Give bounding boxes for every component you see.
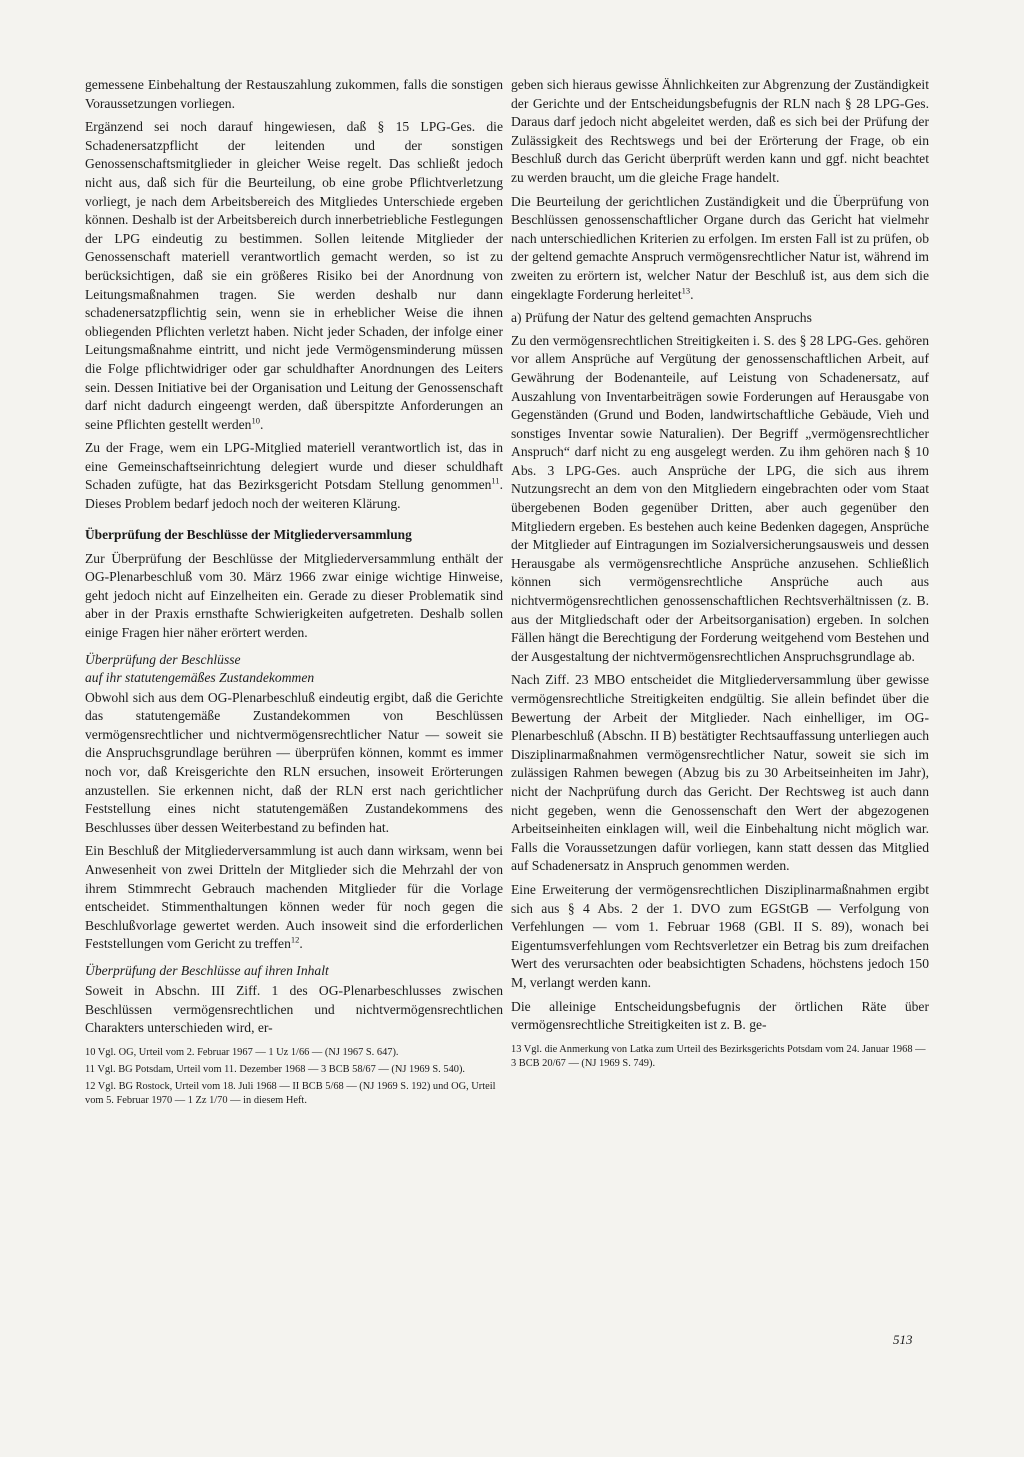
paragraph-heading: a) Prüfung der Natur des geltend gemachten Anspruchs [511, 310, 812, 326]
sub-heading: Überprüfung der Beschlüsse auf ihren Inhalt [85, 962, 329, 978]
paragraph: geben sich hieraus gewisse Ähnlichkeiten zur Abgrenzung der Zuständigkeit der Gerichte und der Entscheidungsbefugnis der RLN nach § 28 LPG-Ges. Daraus darf jedoch nicht abgeleitet werden, daß es sich bei der Prüfung der Zulässigkeit des Rechtswegs und bei der Erörterung der Frage, ob ein Beschluß durch das Gericht überprüft werden kann und ggf. nicht beachtet zu werden braucht, um die gleiche Frage handelt. [511, 77, 929, 185]
paragraph: Zur Überprüfung der Beschlüsse der Mitgliederversammlung enthält der OG-Plenarbeschluß vom 30. März 1966 zwar einige wichtige Hinweise, geht jedoch nicht auf Einzelheiten ein. Gerade zu dieser Problematik sind aber in der Praxis ernsthafte Schwierigkeiten aufgetreten. Deshalb sollen einige Fragen hier näher erörtert werden. [85, 550, 503, 641]
page-number: 513 [893, 1332, 913, 1347]
paragraph: Eine Erweiterung der vermögensrechtlichen Disziplinarmaßnahmen ergibt sich aus § 4 Abs. 2 der 1. DVO zum EGStGB — Verfolgung von Verfehlungen — vom 1. Februar 1968 (GBl. II S. 89), wonach bei Eigentumsverfehlungen vom Rechtsverletzer ein Betrag bis zum dreifachen Wert des verursachten oder beabsichtigten Schadens, höchstens jedoch 150 M, verlangt werden kann. [511, 881, 929, 990]
paragraph: Zu den vermögensrechtlichen Streitigkeiten i. S. des § 28 LPG-Ges. gehören vor allem Ansprüche auf Vergütung der genossenschaftlichen Arbeit, auf Gewährung der Bodenanteile, auf Leistung von Schadenersatz, auf Auszahlung von Inventarbeiträgen sowie Forderungen auf Herausgabe von Gegenständen (Grund und Boden, landwirtschaftliche Gebäude, Vieh und sonstiges Inventar sowie Naturalien). Der Begriff „vermögensrechtlicher Anspruch“ darf nicht zu eng ausgelegt werden. Zu ihm gehören nach § 10 Abs. 3 LPG-Ges. auch Ansprüche der LPG, die sich aus ihrem Nutzungsrecht an dem von den Mitgliedern eingebrachten oder vom Staat übergebenen Boden gegenüber Dritten, aber auch gegenüber den Mitgliedern ergeben. Es bestehen auch keine Bedenken dagegen, Ansprüche der Mitglieder auf Eintragungen im Sozialversicherungsausweis und dessen Herausgabe als vermögensrechtliche Ansprüche anzusehen. Schließlich können sich vermögensrechtliche Ansprüche auch aus nichtvermögensrechtlichen genossenschaftlichen Rechtsverhältnissen (z. B. aus der Mitgliedschaft oder der Arbeitsorganisation) ergeben. In solchen Fällen hängt die Berechtigung der Forderung weitgehend vom Bestehen und der Ausgestaltung der nichtvermögensrechtlichen Anspruchsgrundlage ab. [511, 332, 929, 664]
sub-heading: Überprüfung der Beschlüsse auf ihr statutengemäßes Zustandekommen [85, 651, 315, 685]
left-column [85, 76, 503, 1111]
paragraph: Ein Beschluß der Mitgliederversammlung ist auch dann wirksam, wenn bei Anwesenheit von zwei Dritteln der Mitglieder sich die Mehrzahl der von ihrem Stimmrecht Gebrauch machenden Mitglieder für die Vorlage entscheidet. Stimmenthaltungen können weder für noch gegen die Beschlußvorlage gewertet werden. Auch insoweit sind die erforderlichen Feststellungen vom Gericht zu treffen$^{12}$. [85, 843, 503, 952]
footnote-ref: 10 [251, 415, 260, 426]
paragraph: Nach Ziff. 23 MBO entscheidet die Mitgliederversammlung über gewisse vermögensrechtliche Streitigkeiten endgültig. Sie allein befindet über die Bewertung der Arbeit der Mitglieder. Nach einhelliger, im OG-Plenarbeschluß (Abschn. II B) bestätigter Rechtsauffassung unterliegen auch Disziplinarmaßnahmen vermögensrechtlicher Natur, soweit sie sich im zulässigen Rahmen bewegen (Abzug bis zu 30 Arbeitseinheiten im Jahr), nicht der Nachprüfung durch das Gericht. Der Rechtsweg ist auch dann nicht gegeben, wenn die Genossenschaft den Wert der abgezogenen Arbeitseinheiten einklagen will, weil die Einbehaltung nicht möglich war. Falls die Voraussetzungen dafür vorliegen, kann statt dessen das Mitglied auf Schadenersatz in Anspruch genommen werden. [511, 672, 930, 874]
footnotes [511, 1043, 929, 1071]
paragraph: Zu der Frage, wem ein LPG-Mitglied materiell verantwortlich ist, das in eine Gemeinschaftseinrichtung delegiert wurde und dieser schuldhaft Schaden zufügte, hat das Bezirksgericht Potsdam Stellung genommen$^{11}$. Dieses Problem bedarf jedoch noch der weiteren Klärung. [85, 440, 503, 512]
paragraph: gemessene Einbehaltung der Restauszahlung zukommen, falls die sonstigen Voraussetzungen vorliegen. [85, 77, 503, 111]
footnote-ref: 13 [681, 285, 691, 295]
footnote: 11 Vgl. BG Potsdam, Urteil vom 11. Dezember 1968 — 3 BCB 58/67 — (NJ 1969 S. 540). [85, 1063, 466, 1075]
paragraph: Die alleinige Entscheidungsbefugnis der örtlichen Räte über vermögensrechtliche Streitigkeiten ist z. B. ge- [511, 998, 929, 1033]
footnote-ref: 12 [290, 934, 300, 945]
paragraph: Obwohl sich aus dem OG-Plenarbeschluß eindeutig ergibt, daß die Gerichte das statutengemäße Zustandekommen von Beschlüssen vermögensrechtlicher und nichtvermögensrechtlicher Natur — soweit sie die Anspruchsgrundlage berühren — überprüfen können, kommt es immer noch vor, daß Kreisgerichte den RLN ersuchen, insoweit Erörterungen anzustellen. Sie erkennen nicht, daß der RLN erst nach gerichtlicher Feststellung eines nicht statutengemäßen Zustandekommens des Beschlusses über dessen Weiterbestand zu befinden hat. [85, 689, 503, 835]
footnote: 10 Vgl. OG, Urteil vom 2. Februar 1967 — 1 Uz 1/66 — (NJ 1967 S. 647). [85, 1046, 399, 1058]
footnote-ref: 11 [491, 475, 500, 486]
paragraph: Ergänzend sei noch darauf hingewiesen, daß § 15 LPG-Ges. die Schadenersatzpflicht der leitenden und der sonstigen Genossenschaftsmitglieder in gleicher Weise regelt. Das schließt jedoch nicht aus, daß sich für die Beurteilung, ob eine grobe Pflichtverletzung vorliegt, je nach dem Arbeitsbereich des Mitgliedes Unterschiede ergeben können. Deshalb ist der Arbeitsbereich durch innerbetriebliche Festlegungen der LPG eindeutig zu bestimmen. Sollen leitende Mitglieder der Genossenschaft materiell verantwortlich gemacht werden, so ist zu berücksichtigen, daß sie ein größeres Risiko bei der Anordnung von Leitungsmaßnahmen tragen. Sie werden deshalb nur dann schadenersatzpflichtig sein, wenn sie in erheblicher Weise die ihnen obliegenden Pflichten verletzt haben. Nicht jeder Schaden, der infolge einer Leitungsmaßnahme eintritt, und nicht jede Vermögensminderung müssen die Folge pflichtwidriger oder gar schuldhafter Anordnungen des Leiters sein. Dessen Initiative bei der Organisation und Leitung der Genossenschaft darf nicht dadurch eingeengt werden, daß überspitzte Anforderungen an seine Pflichten gestellt werden$^{10}$. [85, 119, 503, 432]
footnotes [85, 1046, 503, 1108]
section-heading: Überprüfung der Beschlüsse der Mitgliederversammlung [85, 526, 412, 542]
paragraph: Soweit in Abschn. III Ziff. 1 des OG-Plenarbeschlusses zwischen Beschlüssen vermögensrechtlichen und nichtvermögensrechtlichen Charakters unterschieden wird, er- [85, 982, 503, 1036]
right-column [511, 76, 929, 1074]
paragraph: Die Beurteilung der gerichtlichen Zuständigkeit und die Überprüfung von Beschlüssen genossenschaftlicher Organe durch das Gericht hat vielmehr nach unterschiedlichen Kriterien zu erfolgen. Im ersten Fall ist zu prüfen, ob der geltend gemachte Anspruch vermögensrechtlicher Natur ist, während im zweiten zu erörtern ist, welcher Natur der Beschluß ist, aus dem sich die eingeklagte Forderung herleitet$^{13}$. [511, 193, 929, 302]
footnote: 13 Vgl. die Anmerkung von Latka zum Urteil des Bezirksgerichts Potsdam vom 24. Januar 1968 — 3 BCB 20/67 — (NJ 1969 S. 749). [511, 1043, 926, 1069]
footnote: 12 Vgl. BG Rostock, Urteil vom 18. Juli 1968 — II BCB 5/68 — (NJ 1969 S. 192) und OG, Urteil vom 5. Februar 1970 — 1 Zz 1/70 — in diesem Heft. [85, 1080, 496, 1106]
